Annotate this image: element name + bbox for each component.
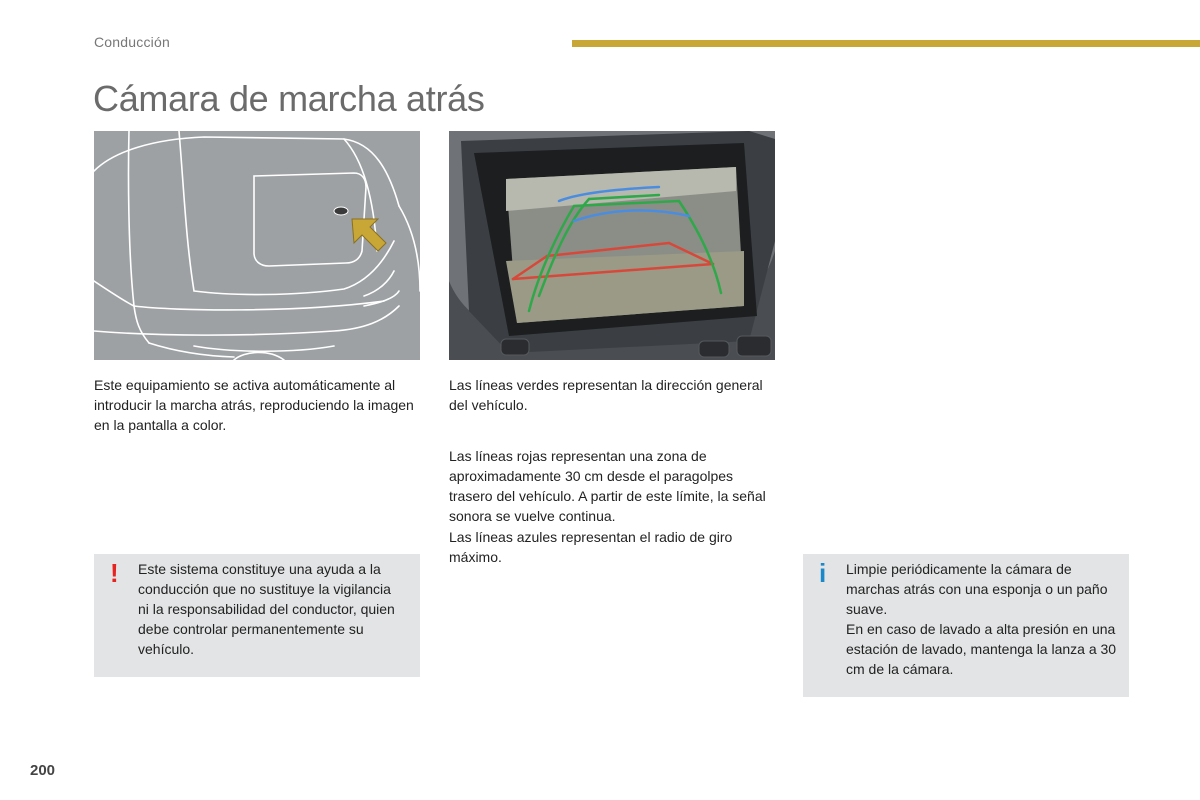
tailgate-camera-illustration (94, 131, 420, 360)
red-lines-paragraph: Las líneas rojas representan una zona de aproximadamente 30 cm desde el paragolpes trasero del vehículo. A partir de este límite, la señal sonora se vuelve continua. (449, 448, 766, 524)
intro-paragraph: Este equipamiento se activa automáticamente al introducir la marcha atrás, reproduciendo la imagen en la pantalla a color. (94, 377, 414, 433)
green-lines-paragraph: Las líneas verdes representan la dirección general del vehículo. (449, 377, 763, 413)
info-note-text-1: Limpie periódicamente la cámara de marchas atrás con una esponja o un paño suave. (846, 561, 1108, 617)
blue-lines-paragraph: Las líneas azules representan el radio de giro máximo. (449, 529, 733, 565)
rear-camera-screen-illustration (449, 131, 775, 360)
page-title: Cámara de marcha atrás (93, 78, 485, 119)
exclamation-icon: ! (110, 558, 119, 588)
header-accent-bar (572, 40, 1200, 47)
warning-note-box (94, 554, 420, 677)
arrow-icon (352, 219, 386, 251)
warning-note-text: Este sistema constituye una ayuda a la conducción que no sustituye la vigilancia ni la responsabilidad del conductor, quien debe controlar permanentemente su vehículo. (138, 561, 395, 657)
info-note-box (803, 554, 1129, 697)
info-icon: i (819, 558, 827, 588)
page-number: 200 (30, 762, 56, 779)
info-note-text-2: En en caso de lavado a alta presión en una estación de lavado, mantenga la lanza a 30 cm de la cámara. (846, 621, 1117, 677)
section-label: Conducción (94, 34, 170, 50)
